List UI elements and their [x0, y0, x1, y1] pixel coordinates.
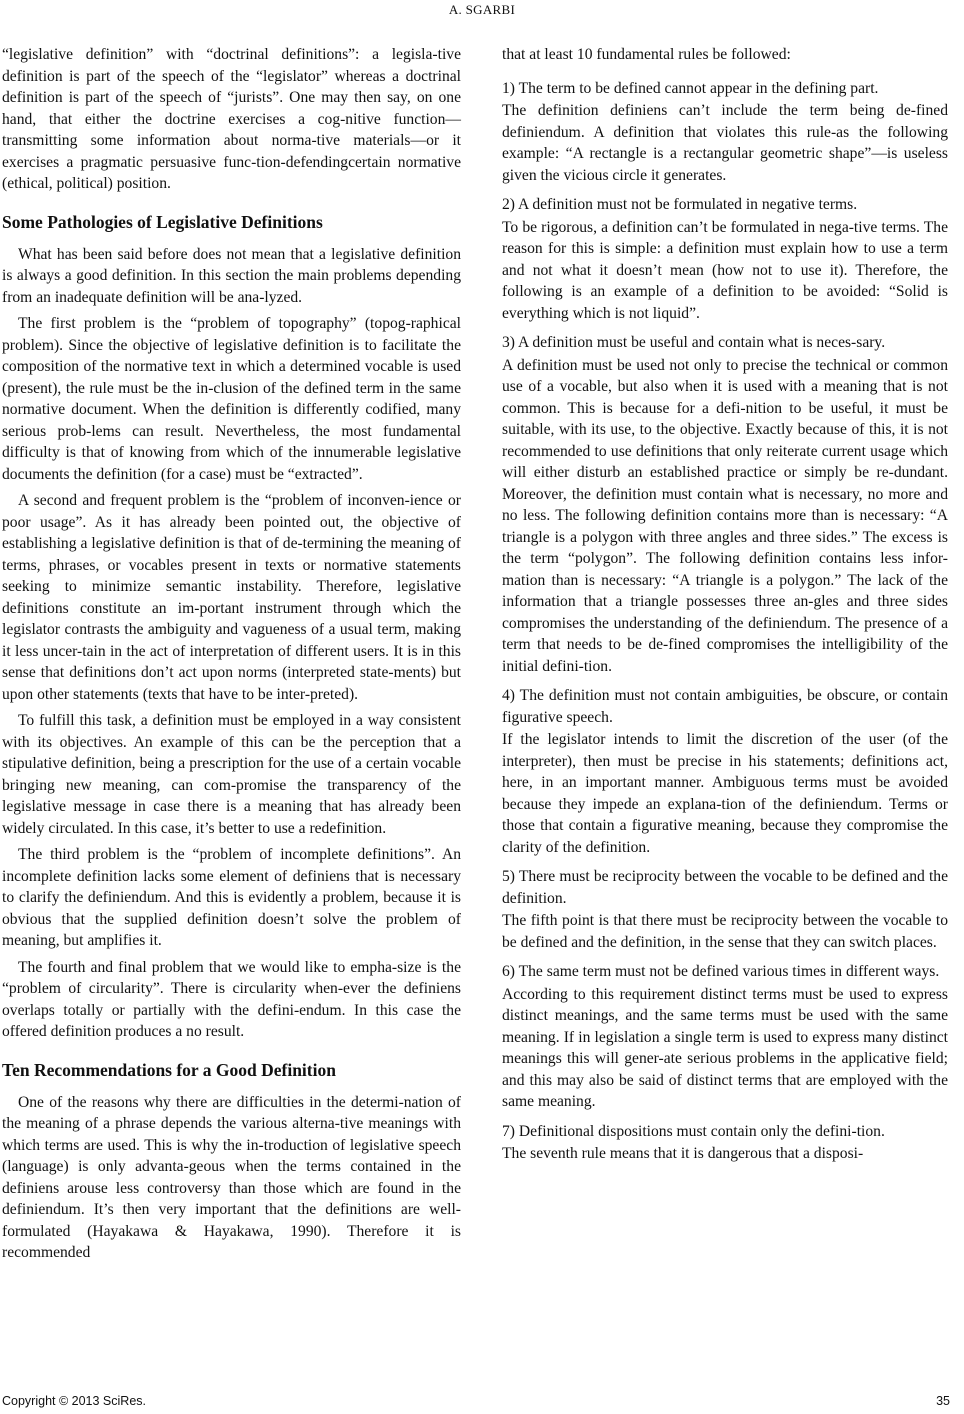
section-heading-recommendations: Ten Recommendations for a Good Definition: [2, 1059, 336, 1080]
paragraph: The fourth and final problem that we would like to empha-size is the “problem of circularity”. There is circularity when-ever the definiens overlaps totally or partially with the defini-endum. In this case the offered definition produces a no result.: [2, 958, 461, 1040]
rule-title: 3) A definition must be useful and contain what is neces-sary.: [502, 334, 886, 351]
rule-title: 4) The definition must not contain ambiguities, be obscure, or contain figurative speech.: [502, 687, 948, 726]
rule-title: 1) The term to be defined cannot appear in the defining part.: [502, 79, 879, 97]
rules-lead: that at least 10 fundamental rules be followed:: [502, 46, 791, 63]
paragraph: The first problem is the “problem of topography” (topog-raphical problem). Since the objective of legislative definition is to facilitate the composition of the normative text in which a determined vocable is used (present), the rule must be the in-clusion of the defined term in the same normative document. When the definition is differently codified, many serious prob-lems can result. Nevertheless, the most fundamental difficulty is that of knowing from which of the innumerable legislative documents the definition (for a case) must be “extracted”.: [2, 315, 461, 483]
running-head: A. SGARBI: [448, 2, 516, 17]
paragraph: One of the reasons why there are difficulties in the determi-nation of the meaning of a phrase depends the various alterna-tive meanings with which terms are used. This is why the in-troduction of legislative speech (language) is only advanta-geous when the terms contained in the definiens arouse less controversy than those which are found in the definiendum. It’s then very important that the definitions are well-formulated (Hayakawa & Hayakawa, 1990). Therefore it is recommended: [2, 1093, 461, 1261]
rule-body: To be rigorous, a definition can’t be formulated in nega-tive terms. The reason for this is simple: a definition must explain how to use a term and not what it doesn’t mean (how not to use it). Therefore, the following is an example of a definition to be avoided: “Solid is everything which is not liquid”.: [502, 218, 948, 322]
section-heading-pathologies: Some Pathologies of Legislative Definitions: [2, 211, 323, 232]
rule-body: The seventh rule means that it is dangerous that a disposi-: [502, 1145, 864, 1162]
page-number: 35: [936, 1394, 950, 1408]
rule-body: A definition must be used not only to precise the technical or common use of a vocable, but also when it is used with a meaning that is not common. This is because for a defi-nition to be useful, it must be suitable, with its use, to the objective. Exactly because of this, it is not recommended to use definitions that only reiterate current usage which will either disturb an established practice or simply be re-dundant. Moreover, the definition must contain what is necessary, no more and no less. The following definition contains more than is necessary: “A triangle is a polygon with three angles and three sides.” The excess is the term “polygon”. The following definition contains less infor-mation than is necessary: “A triangle is a polygon.” The lack of the information that a triangle possesses three an-gles and three sides compromises the understanding of the definiendum. The presence of a term that needs to be de-fined compromises the intelligibility of the initial defini-tion.: [502, 356, 948, 675]
rule-body: If the legislator intends to limit the discretion of the user (of the interpreter), then must be precise in his statements; definitions act, here, in an important manner. Ambiguous terms must be avoided because they impede an explana-tion of the definiendum. Terms or those that contain a figurative meaning, because they compromise the clarity of the definition.: [502, 731, 948, 856]
rule-title: 7) Definitional dispositions must contain only the defini-tion.: [502, 1122, 885, 1140]
intro-paragraph: “legislative definition” with “doctrinal definitions”: a legisla-tive definition is part of the speech of the “legislator” whereas a doctrinal definition is part of the speech of “jurists”. One may then say, on one hand, that either the doctrine exercises a cog-nitive function—transmitting some information about norma-tive materials—or it exercises a pragmatic persuasive func-tion-defendingcertain normative (ethical, political) position.: [2, 46, 461, 192]
rule-title: 6) The same term must not be defined various times in different ways.: [502, 963, 940, 980]
rule-title: 5) There must be reciprocity between the vocable to be defined and the definition.: [502, 868, 948, 907]
rule-body: The definition definiens can’t include the term being de-fined definiendum. A definition that violates this rule-as the following example: “A rectangle is a rectangular geometric shape”—is useless given the vicious circle it generates.: [502, 102, 948, 184]
paragraph: What has been said before does not mean that a legislative definition is always a good definition. In this section the main problems depending from an inadequate definition will be ana-lyzed.: [2, 245, 461, 306]
paragraph: The third problem is the “problem of incomplete definitions”. An incomplete definition lacks some element of definiens that is necessary to clarify the definiendum. And this is evidently a problem, because it is obvious that the supplied definition doesn’t solve the problem of meaning, but amplifies it.: [2, 846, 461, 949]
rule-body: The fifth point is that there must be reciprocity between the vocable to be defined and the definition, in the sense that they can switch places.: [502, 912, 948, 951]
rule-body: According to this requirement distinct terms must be used to express distinct meanings, and the same terms must be used with the same meaning. If in legislation a single term is used to express many distinct meanings this will gener-ate serious problems in the applicative field; and this may also be said of distinct terms that are employed with the same meaning.: [502, 985, 948, 1110]
right-column: [502, 44, 948, 1165]
paragraph: A second and frequent problem is the “problem of inconven-ience or poor usage”. As it has already been pointed out, the objective of establishing a legislative definition is that of de-termining the meaning of terms, phrases, or vocables present in texts or normative statements seeking to minimize semantic instability. Therefore, legislative definitions constitute an im-portant instrument through which the legislator contrasts the ambiguity and vagueness of a usual term, making it less uncer-tain in the act of interpretation of different users. It is in this sense that definitions don’t act upon norms (interpreted state-ments) but upon other statements (texts that have to be inter-preted).: [2, 492, 461, 703]
rule-title: 2) A definition must not be formulated in negative terms.: [502, 196, 858, 213]
left-column: [2, 44, 461, 1264]
copyright-notice: Copyright © 2013 SciRes.: [2, 1394, 147, 1408]
paragraph: To fulfill this task, a definition must be employed in a way consistent with its objectives. An example of this can be the perception that a stipulative definition, being a prescription for the use of a certain vocable bringing new meaning, can com-promise the transparency of the legislative message in case there is a meaning that has already been widely circulated. In this case, it’s better to use a redefinition.: [2, 712, 461, 837]
